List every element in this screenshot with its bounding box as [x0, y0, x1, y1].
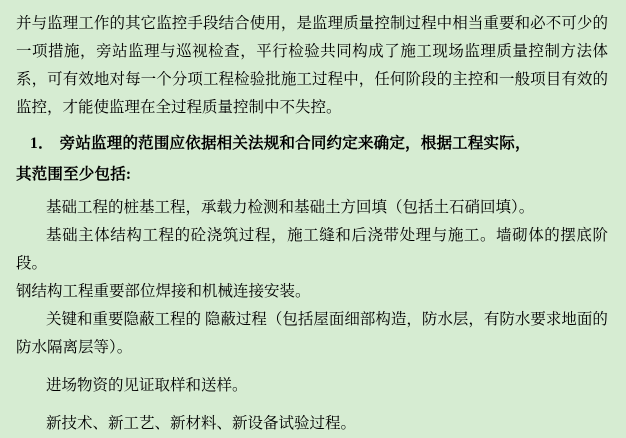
list-item: 基础工程的桩基工程，承载力检测和基础土方回填（包括土石硝回填）。	[46, 199, 535, 216]
section-number: 1．	[30, 135, 54, 152]
paragraph-spacer	[16, 362, 608, 372]
section-heading	[16, 128, 608, 190]
item-list	[16, 194, 608, 438]
section-heading-line2: 其范围至少包括:	[16, 166, 132, 183]
list-item: 新技术、新工艺、新材料、新设备试验过程。	[46, 415, 357, 432]
list-item: 防水隔离层等）。	[16, 339, 133, 356]
intro-paragraph: 并与监理工作的其它监控手段结合使用，是监理质量控制过程中相当重要和必不可少的一项措施，旁站监理与巡视检查，平行检验共同构成了施工现场监理质量控制方法体系，可有效地对每一个分项工程检验批施工过程中，任何阶段的主控和一般项目有效的监控，才能使监理在全过程质量控制中不失控。	[16, 15, 608, 116]
list-item: 钢结构工程重要部位焊接和机械连接安装。	[16, 283, 311, 300]
list-item: 进场物资的见证取样和送样。	[46, 377, 248, 394]
paragraph-spacer	[16, 400, 608, 410]
section-heading-line1: 旁站监理的范围应依据相关法规和合同约定来确定，根据工程实际，	[59, 135, 531, 152]
list-item: 基础主体结构工程的砼浇筑过程，施工缝和后浇带处理与施工。墙砌体的摆底阶段。	[16, 227, 608, 272]
list-item: 关键和重要隐蔽工程的 隐蔽过程（包括屋面细部构造，防水层，有防水要求地面的	[46, 311, 608, 328]
